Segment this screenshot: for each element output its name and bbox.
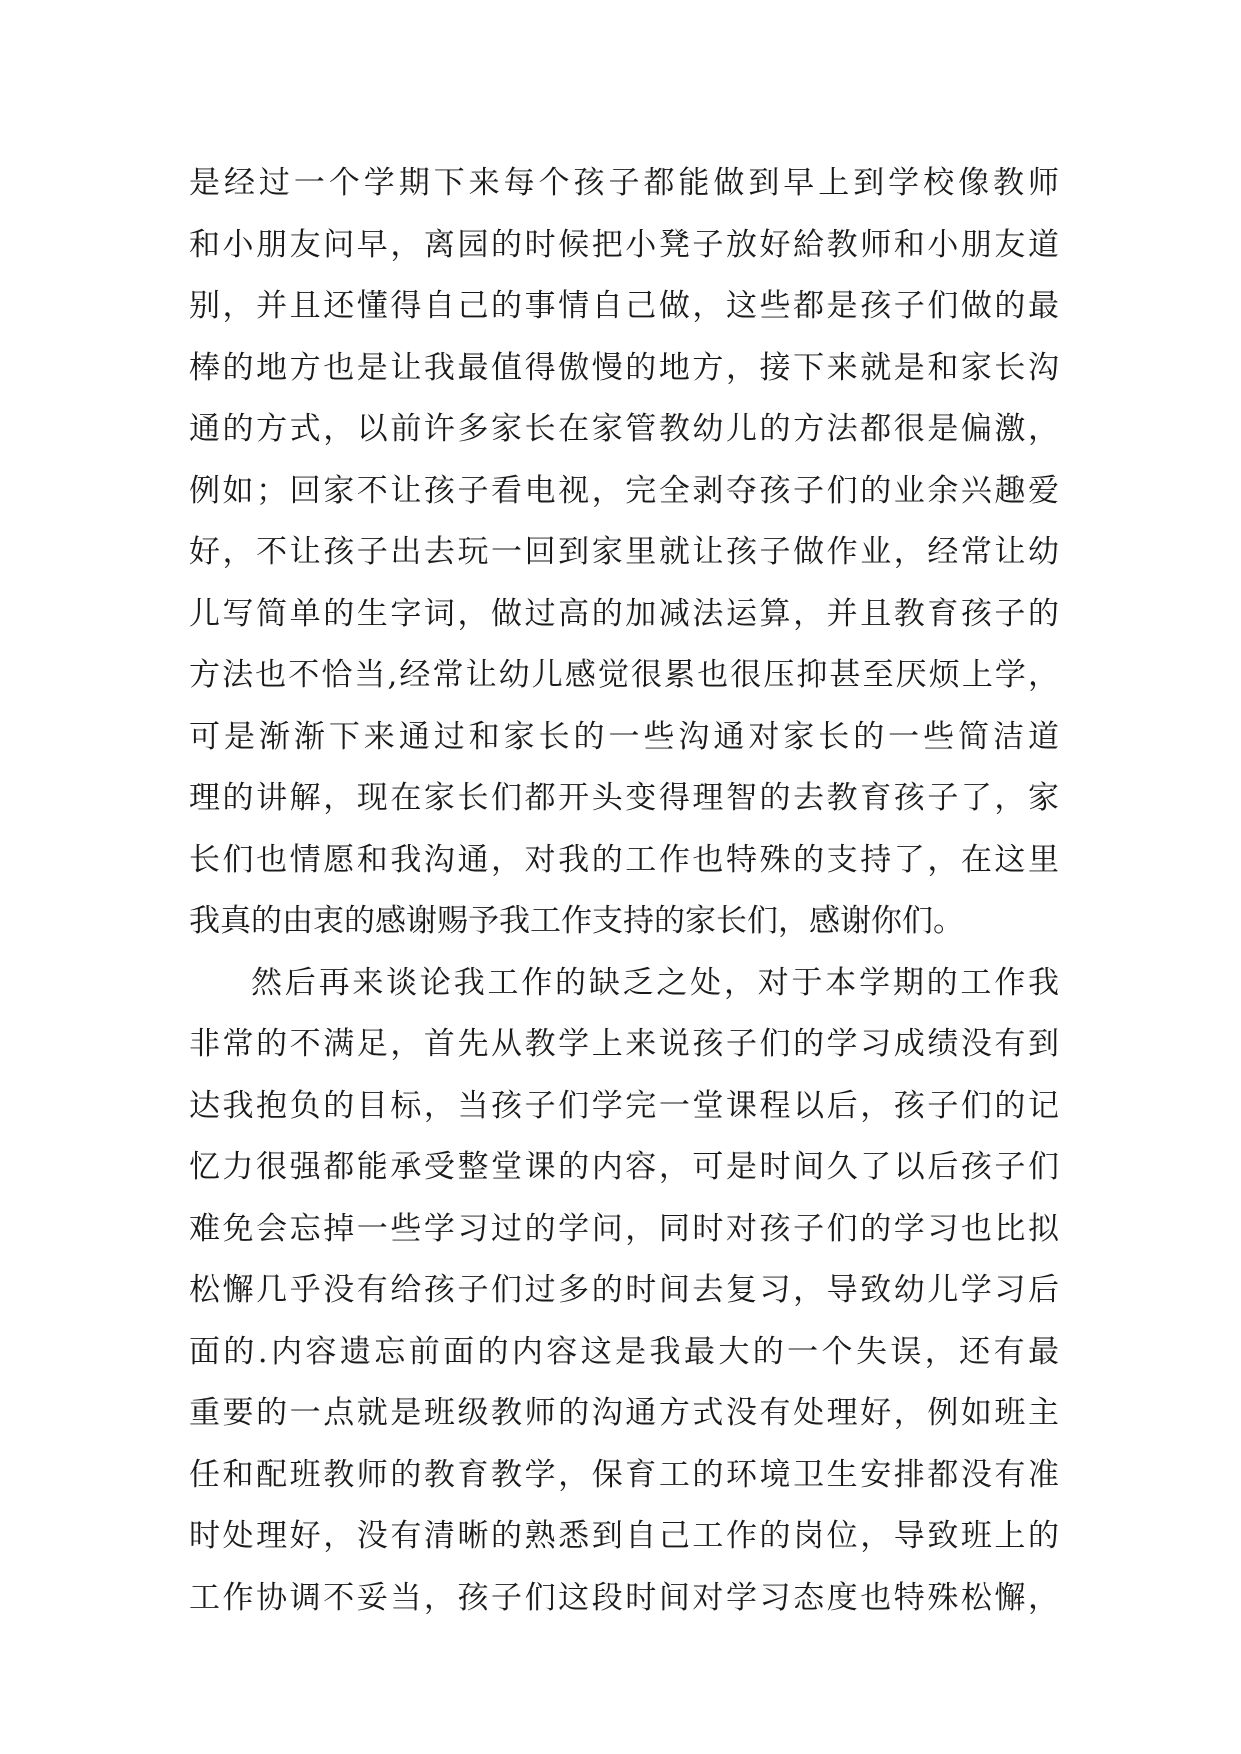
text-line: 重要的一点就是班级教师的沟通方式没有处理好，例如班主 bbox=[189, 1395, 1059, 1431]
text-line: 长们也情愿和我沟通，对我的工作也特殊的支持了，在这里 bbox=[189, 841, 1059, 878]
text-line: 然后再来谈论我工作的缺乏之处，对于本学期的工作我 bbox=[251, 964, 1059, 1001]
text-line: 松懈几乎没有给孩子们过多的时间去复习，导致幼儿学习后 bbox=[189, 1272, 1059, 1308]
text-line: 棒的地方也是让我最值得傲慢的地方，接下来就是和家长沟 bbox=[189, 349, 1059, 386]
text-line: 是经过一个学期下来每个孩子都能做到早上到学校像教师 bbox=[189, 165, 1059, 201]
text-line: 可是渐渐下来通过和家长的一些沟通对家长的一些简洁道 bbox=[189, 718, 1059, 755]
text-line: 例如；回家不让孩子看电视，完全剥夺孩子们的业余兴趣爱 bbox=[189, 472, 1059, 509]
paragraph-1 bbox=[189, 153, 1059, 953]
text-line: 任和配班教师的教育教学，保育工的环境卫生安排都没有准 bbox=[189, 1456, 1059, 1493]
text-line: 和小朋友问早，离园的时候把小凳子放好給教师和小朋友道 bbox=[189, 226, 1059, 263]
text-line: 面的.内容遗忘前面的内容这是我最大的一个失误，还有最 bbox=[189, 1333, 1059, 1370]
text-line: 时处理好，没有清晰的熟悉到自己工作的岗位，导致班上的 bbox=[189, 1518, 1059, 1554]
text-line: 儿写简单的生字词，做过高的加减法运算，并且教育孩子的 bbox=[189, 595, 1059, 632]
text-line: 通的方式，以前许多家长在家管教幼儿的方法都很是偏激， bbox=[189, 411, 1059, 447]
text-line: 难免会忘掉一些学习过的学问，同时对孩子们的学习也比拟 bbox=[189, 1210, 1059, 1247]
text-line: 方法也不恰当,经常让幼儿感觉很累也很压抑甚至厌烦上学， bbox=[189, 657, 1059, 693]
text-line: 达我抱负的目标，当孩子们学完一堂课程以后，孩子们的记 bbox=[189, 1087, 1059, 1124]
text-line: 我真的由衷的感谢赐予我工作支持的家长们，感谢你们。 bbox=[189, 903, 964, 939]
text-line: 别，并且还懂得自己的事情自己做，这些都是孩子们做的最 bbox=[189, 288, 1059, 324]
document-body bbox=[189, 153, 1059, 1629]
paragraph-2 bbox=[189, 953, 1059, 1630]
text-line: 好，不让孩子出去玩一回到家里就让孩子做作业，经常让幼 bbox=[189, 534, 1059, 570]
text-line: 理的讲解，现在家长们都开头变得理智的去教育孩子了，家 bbox=[189, 780, 1059, 816]
text-line: 忆力很强都能承受整堂课的内容，可是时间久了以后孩子们 bbox=[189, 1149, 1059, 1185]
text-line: 非常的不满足，首先从教学上来说孩子们的学习成绩没有到 bbox=[189, 1026, 1059, 1062]
text-line: 工作协调不妥当，孩子们这段时间对学习态度也特殊松懈， bbox=[189, 1579, 1059, 1616]
